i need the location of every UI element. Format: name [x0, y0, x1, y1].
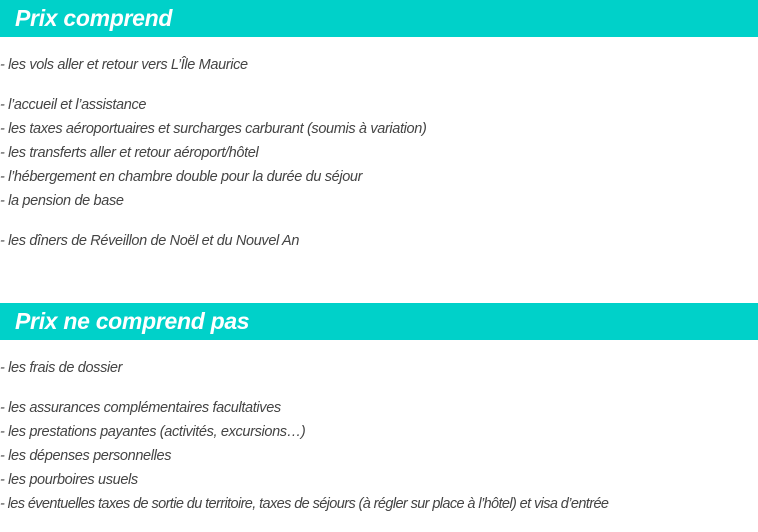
section-title-included: Prix comprend: [15, 5, 173, 31]
included-item-dinners: - les dîners de Réveillon de Noël et du Nouvel An: [0, 233, 300, 249]
included-item-board: - la pension de base: [0, 193, 124, 209]
excluded-item-insurance: - les assurances complémentaires facultatives: [0, 400, 281, 416]
section-header-included: [0, 0, 758, 37]
excluded-item-fees: - les frais de dossier: [0, 360, 123, 376]
excluded-item-tips: - les pourboires usuels: [0, 472, 138, 488]
excluded-item-exit-taxes: - les éventuelles taxes de sortie du territoire, taxes de séjours (à régler sur place à l’hôtel) et visa d’entrée: [0, 496, 609, 512]
included-item-welcome: - l’accueil et l’assistance: [0, 97, 147, 113]
excluded-item-paid-services: - les prestations payantes (activités, excursions…): [0, 424, 306, 440]
included-item-transfers: - les transferts aller et retour aéroport/hôtel: [0, 145, 259, 161]
section-title-not-included: Prix ne comprend pas: [15, 308, 250, 334]
included-item-flights: - les vols aller et retour vers L’Île Maurice: [0, 57, 248, 73]
included-item-accommodation: - l’hébergement en chambre double pour la durée du séjour: [0, 169, 363, 185]
included-item-taxes: - les taxes aéroportuaires et surcharges carburant (soumis à variation): [0, 121, 427, 137]
section-header-not-included: [0, 303, 758, 340]
excluded-item-personal-expenses: - les dépenses personnelles: [0, 448, 172, 464]
